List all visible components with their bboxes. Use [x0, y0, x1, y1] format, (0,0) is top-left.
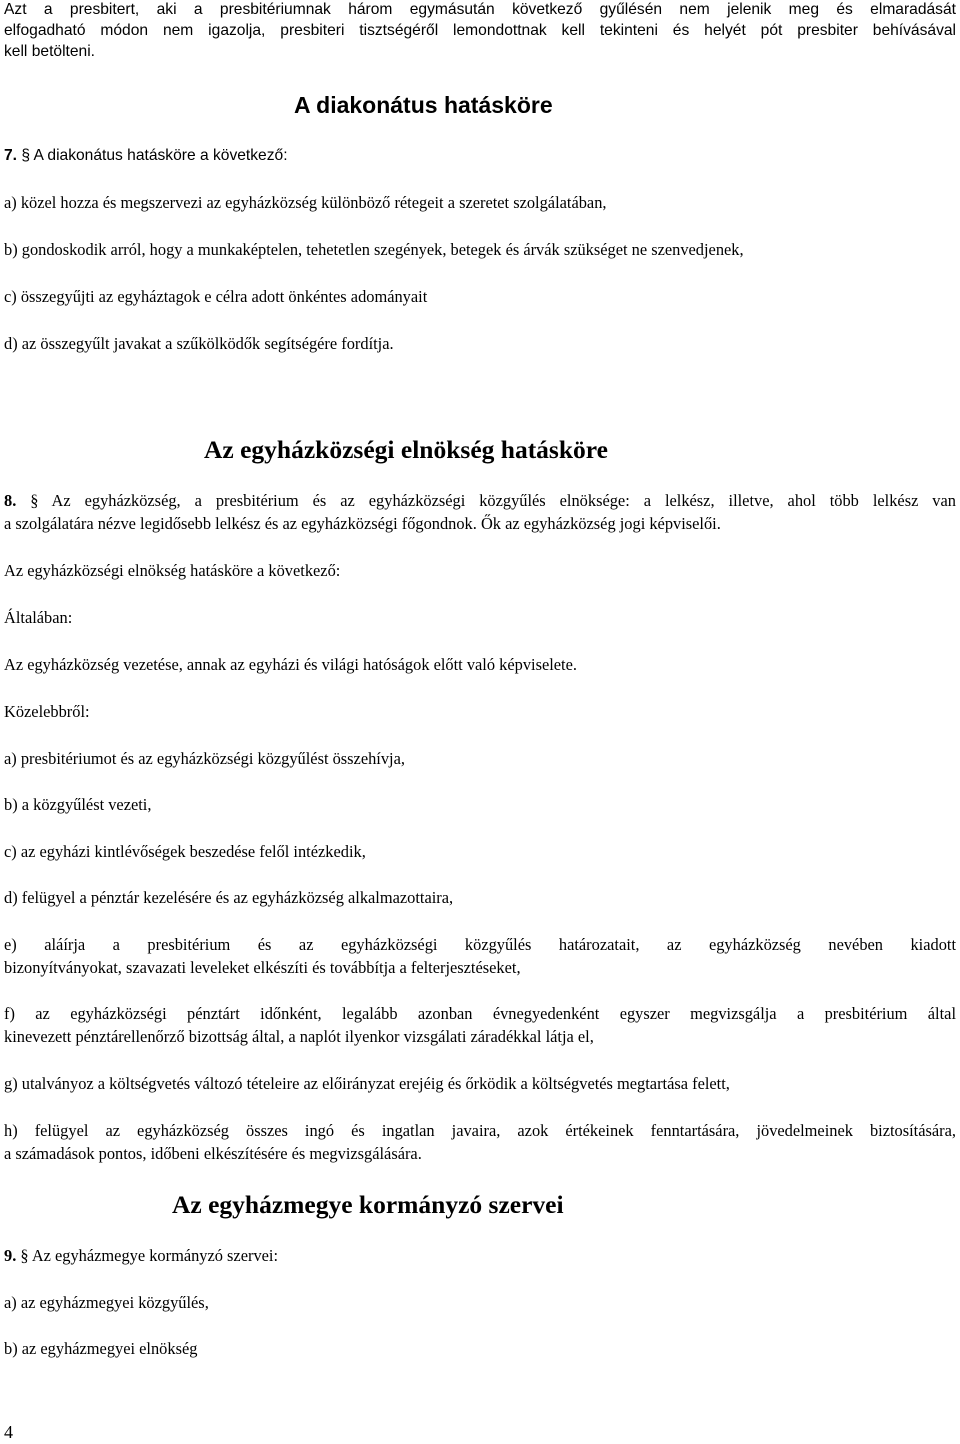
general-text: Az egyházközség vezetése, annak az egyházi és világi hatóságok előtt való képviselete. — [4, 655, 577, 674]
section-symbol: § — [21, 147, 31, 164]
list-item-a: a) presbitériumot és az egyházközségi közgyűlést összehívja, — [4, 749, 405, 768]
paragraph-8-line-1 — [4, 491, 956, 511]
section-symbol: § — [30, 491, 39, 510]
paragraph-text: Az egyházközség, a presbitérium és az egyházközségi közgyűlés elnöksége: a lelkész, illetve, ahol több lelkész van — [51, 491, 956, 510]
paragraph-number: 8. — [4, 491, 17, 510]
list-item-f-line-2: kinevezett pénztárellenőrző bizottság által, a naplót ilyenkor vizsgálati záradékkal látja el, — [4, 1027, 594, 1046]
list-item-f-line-1: f) az egyházközségi pénztárt időnként, legalább azonban évnegyedenként egyszer megvizsgálja a presbitérium által — [4, 1004, 956, 1023]
paragraph-number: 7. — [4, 147, 18, 164]
list-item-a: a) az egyházmegyei közgyűlés, — [4, 1293, 209, 1312]
general-label: Általában: — [4, 608, 73, 627]
list-item-c: c) az egyházi kintlévőségek beszedése felől intézkedik, — [4, 842, 366, 861]
list-item-b: b) gondoskodik arról, hogy a munkaképtelen, tehetetlen szegények, betegek és árvák szükséget ne szenvedjenek, — [4, 240, 744, 259]
list-item-b: b) az egyházmegyei elnökség — [4, 1339, 198, 1358]
specific-label: Közelebbről: — [4, 702, 90, 721]
list-item-a: a) közel hozza és megszervezi az egyházközség különböző rétegeit a szeretet szolgálatában, — [4, 193, 607, 212]
paragraph-text: A diakonátus hatásköre a következő: — [33, 147, 288, 164]
section-symbol: § — [20, 1246, 29, 1265]
page-number: 4 — [4, 1422, 13, 1442]
list-item-e-line-2: bizonyítványokat, szavazati leveleket elkészíti és továbbítja a felterjesztéseket, — [4, 958, 521, 977]
intro-line-3: kell betölteni. — [4, 43, 96, 60]
list-item-g: g) utalványoz a költségvetés változó tételeire az előirányzat erejéig és őrködik a költségvetés megtartása felett, — [4, 1074, 730, 1093]
list-item-d: d) felügyel a pénztár kezelésére és az egyházközség alkalmazottaira, — [4, 888, 454, 907]
list-item-e-line-1: e) aláírja a presbitérium és az egyházközségi közgyűlés határozatait, az egyházközség nevében kiadott — [4, 935, 956, 954]
list-item-c: c) összegyűjti az egyháztagok e célra adott önkéntes adományait — [4, 287, 428, 306]
list-item-h-line-2: a számadások pontos, időbeni elkészítésére és megvizsgálására. — [4, 1144, 422, 1163]
list-item-b: b) a közgyűlést vezeti, — [4, 795, 152, 814]
list-item-h-line-1: h) felügyel az egyházközség összes ingó és ingatlan javaira, azok értékeinek fenntartására, jövedelmeinek biztosítására, — [4, 1121, 956, 1140]
heading-elnokseg: Az egyházközségi elnökség hatásköre — [204, 435, 608, 464]
intro-line-2: elfogadható módon nem igazolja, presbiteri tisztségéről lemondottnak kell tekinteni és helyét pót presbiter behívásával — [4, 22, 956, 39]
elnokseg-intro: Az egyházközségi elnökség hatásköre a következő: — [4, 561, 341, 580]
heading-diakonatus: A diakonátus hatásköre — [294, 92, 553, 118]
paragraph-number: 9. — [4, 1246, 17, 1265]
list-item-d: d) az összegyűlt javakat a szűkölködők segítségére fordítja. — [4, 334, 394, 353]
paragraph-7 — [4, 146, 288, 166]
paragraph-8-line-2: a szolgálatára nézve legidősebb lelkész és az egyházközségi főgondnok. Ők az egyházközség jogi képviselői. — [4, 514, 721, 533]
intro-line-1: Azt a presbitert, aki a presbitériumnak három egymásután következő gyűlésén nem jelenik meg és elmaradását — [4, 1, 956, 18]
paragraph-text: Az egyházmegye kormányzó szervei: — [31, 1246, 279, 1265]
heading-egyhazmegye: Az egyházmegye kormányzó szervei — [172, 1190, 564, 1219]
paragraph-9 — [4, 1246, 278, 1266]
